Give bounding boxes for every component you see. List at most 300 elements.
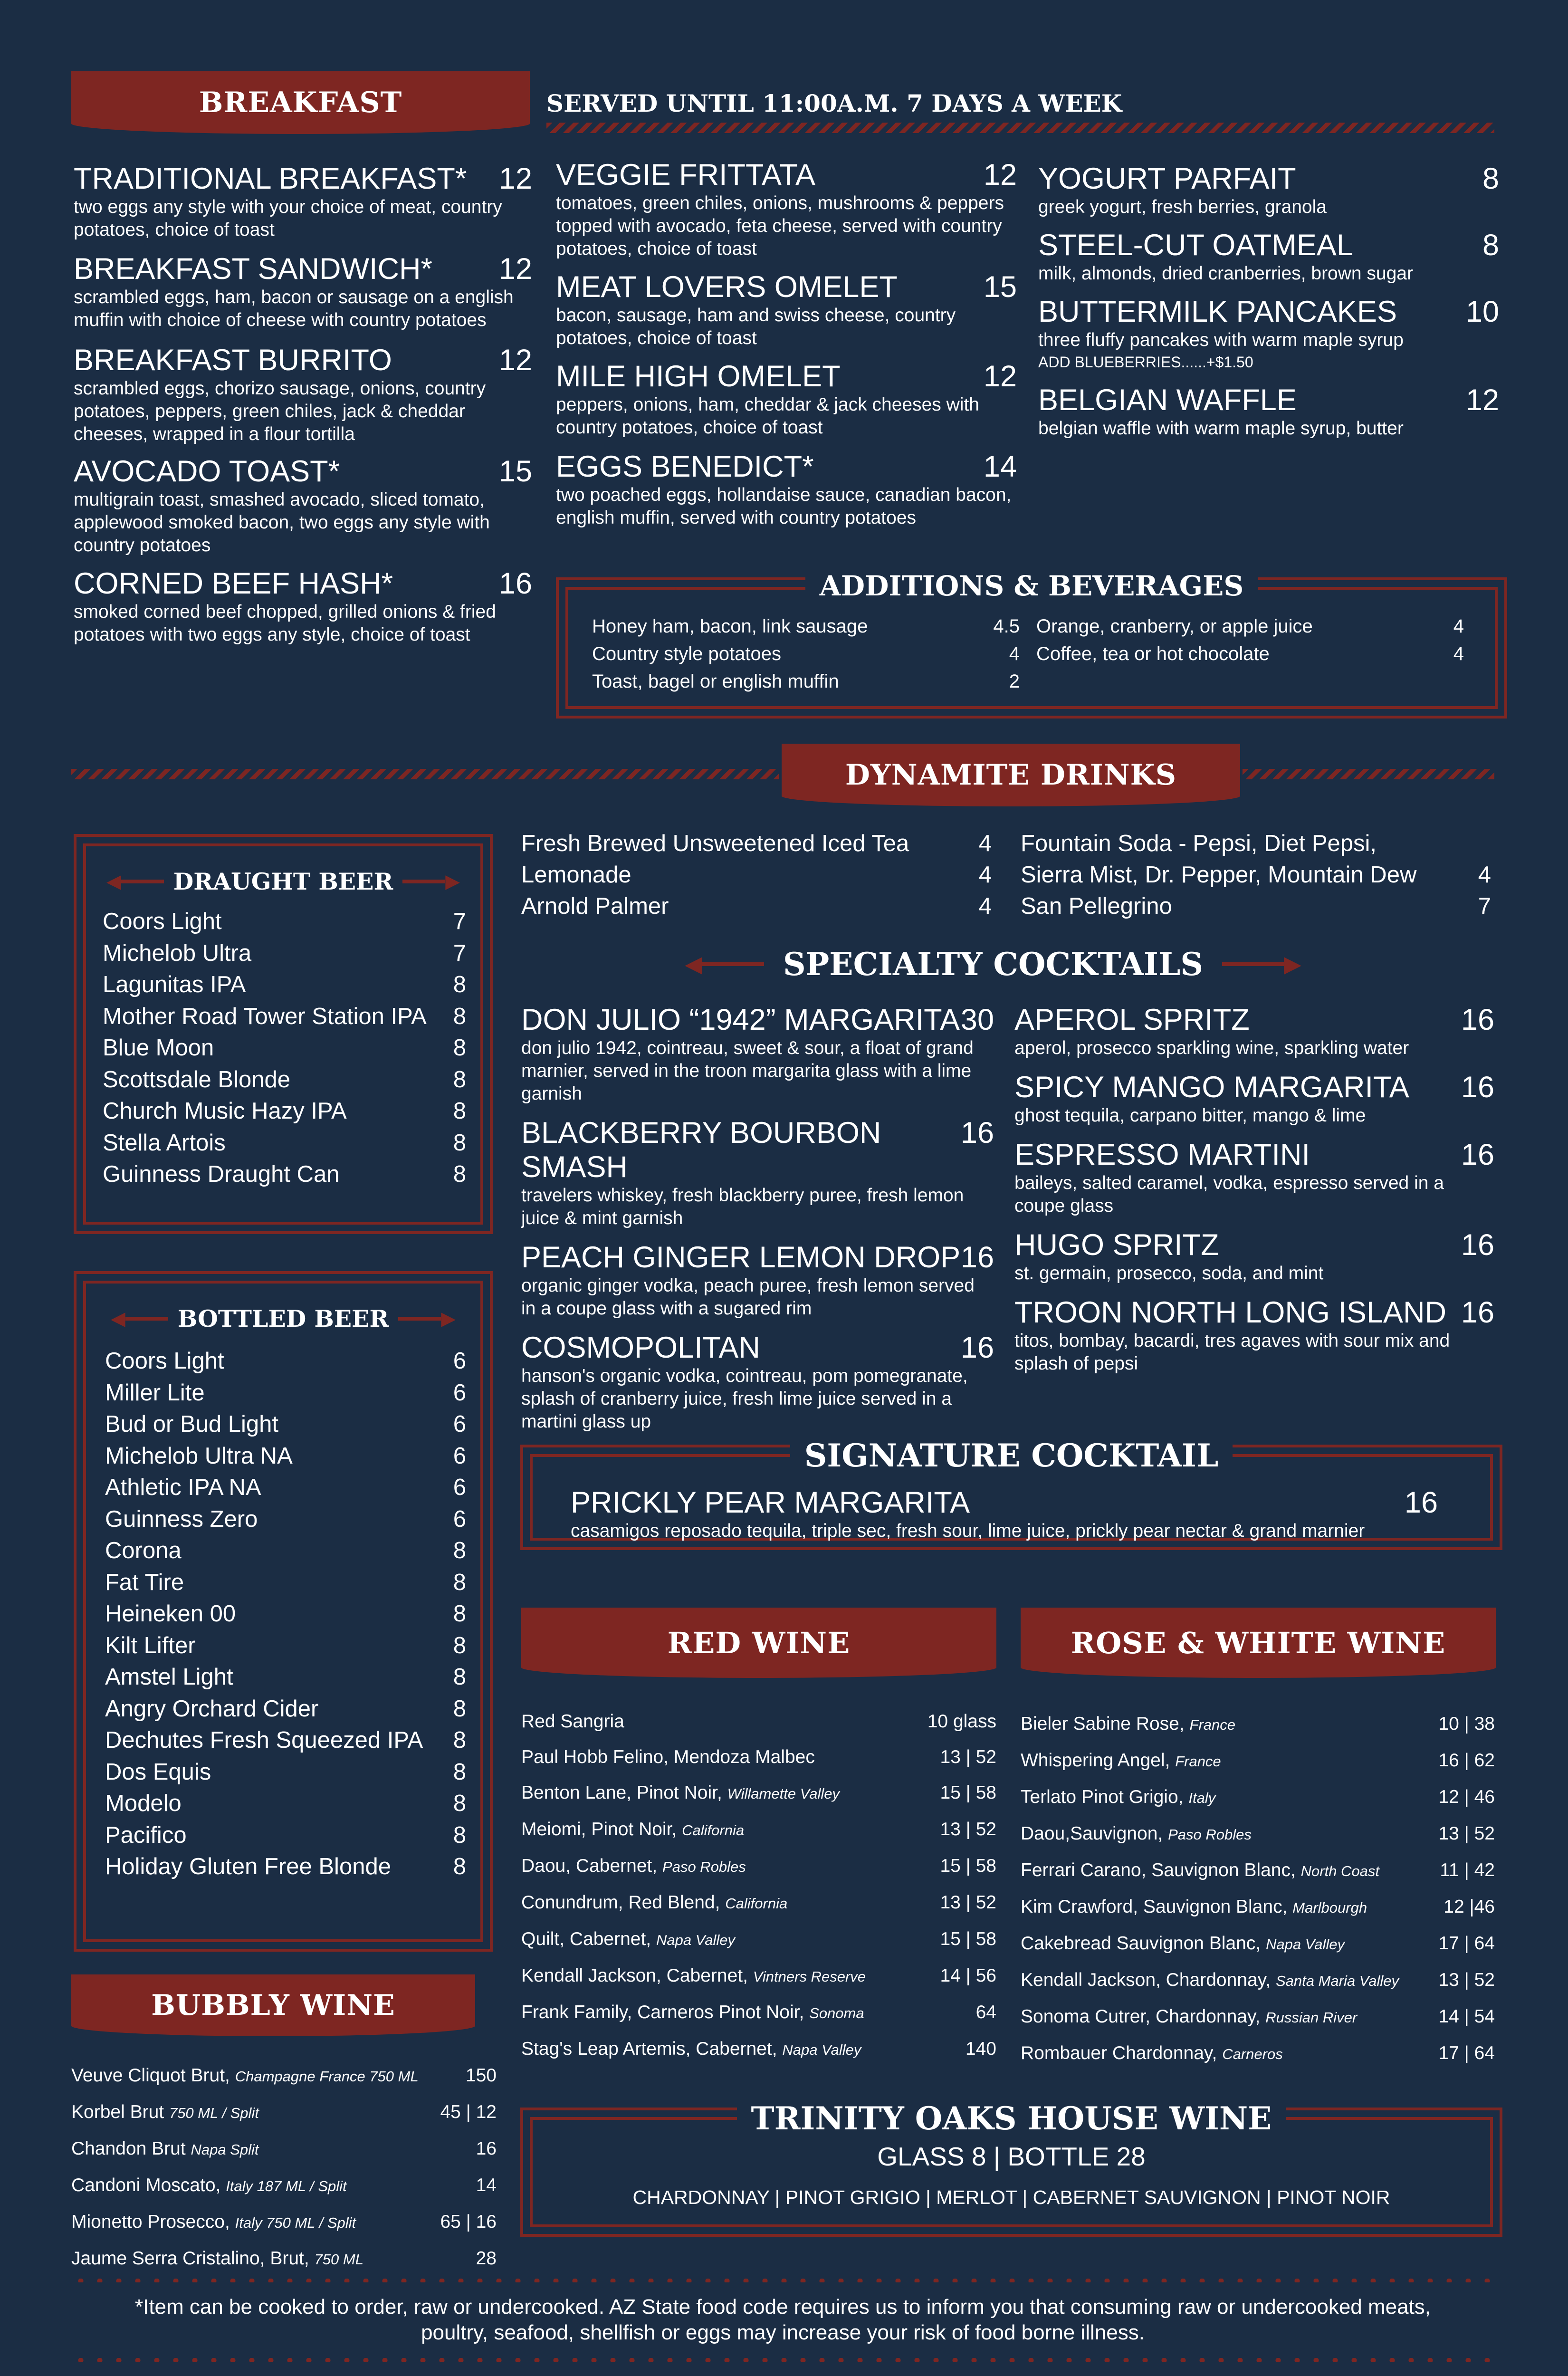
price-row-name: Bud or Bud Light (105, 1411, 279, 1437)
wine-region: Sonoma (809, 2005, 864, 2022)
wine-price: 64 (975, 2002, 996, 2022)
wine-name-group (71, 2241, 363, 2277)
cocktail-name-row (1014, 1295, 1494, 1330)
cocktail-name: SPICY MANGO MARGARITA (1014, 1071, 1409, 1104)
red-wine-title (521, 1608, 996, 1678)
wine-price: 13 | 52 (1438, 1823, 1495, 1844)
price-row (105, 1535, 466, 1567)
wine-name-group (521, 2031, 861, 2068)
wine-row (521, 1994, 996, 2031)
price-row-name: Holiday Gluten Free Blonde (105, 1854, 391, 1879)
price-row-price: 6 (453, 1380, 466, 1406)
signature-item (571, 1485, 1438, 1542)
cocktails-right (1014, 1003, 1494, 1386)
price-row (105, 1725, 466, 1756)
price-row (592, 668, 1020, 695)
wine-name: Benton Lane, Pinot Noir, (521, 1782, 722, 1803)
wine-row (71, 2131, 497, 2167)
cocktail-price: 16 (960, 1116, 994, 1150)
house-wine-varietals: CHARDONNAY | PINOT GRIGIO | MERLOT | CABERNET SAUVIGNON | PINOT NOIR (632, 2186, 1390, 2208)
price-row-price: 8 (453, 1066, 466, 1092)
wine-row (1021, 1926, 1495, 1962)
cocktails-left (521, 1003, 994, 1444)
wine-region: Carneros (1222, 2046, 1283, 2062)
drinks-hatch-left (71, 769, 779, 779)
drinks-title-text: DYNAMITE DRINKS (845, 758, 1177, 792)
price-row-name: Fresh Brewed Unsweetened Iced Tea (521, 831, 909, 856)
soft-drink-price: 4 (1478, 862, 1491, 888)
price-row (103, 1001, 466, 1033)
cocktail-item (1014, 1003, 1494, 1060)
wine-name-group (521, 1811, 744, 1848)
price-row-price: 8 (453, 1003, 466, 1029)
price-row-name: Arnold Palmer (521, 893, 669, 919)
price-row-price: 4 (978, 862, 992, 888)
menu-item (556, 270, 1017, 350)
wine-price: 65 | 16 (440, 2212, 497, 2232)
cocktail-name: COSMOPOLITAN (521, 1331, 760, 1364)
menu-item-name: MEAT LOVERS OMELET (556, 270, 898, 304)
wine-name-group (71, 2131, 259, 2167)
wine-price: 13 | 52 (940, 1892, 996, 1913)
additions-title-wrap (568, 570, 1495, 602)
wine-name: Conundrum, Red Blend, (521, 1892, 720, 1913)
wine-name: Quilt, Cabernet, (521, 1929, 651, 1949)
price-row-price: 4.5 (993, 616, 1020, 637)
price-row-price: 8 (453, 1538, 466, 1563)
wine-row (521, 2031, 996, 2068)
menu-item-name: CORNED BEEF HASH* (74, 567, 393, 600)
cocktail-price: 16 (960, 1331, 994, 1364)
wine-row (521, 1885, 996, 1921)
breakfast-title (71, 71, 530, 134)
wine-row (1021, 1962, 1495, 1999)
price-row (105, 1567, 466, 1599)
menu-item-name-row (556, 158, 1017, 192)
drinks-hatch-right (1243, 769, 1494, 779)
draught-beer-box (83, 843, 483, 1225)
menu-item-name: MILE HIGH OMELET (556, 360, 841, 393)
signature-price: 16 (1404, 1486, 1438, 1519)
cocktails-header (603, 946, 1383, 983)
price-row-price: 8 (453, 1854, 466, 1879)
cocktail-name: HUGO SPRITZ (1014, 1228, 1219, 1262)
wine-price: 45 | 12 (440, 2102, 497, 2122)
menu-item-name-row (74, 454, 532, 489)
ribbon-arrow-right-icon: ▶ (441, 1308, 456, 1329)
wine-region: 750 ML / Split (169, 2105, 259, 2121)
wine-name: Veuve Cliquot Brut, (71, 2065, 230, 2086)
soft-drinks-right (1021, 828, 1491, 922)
breakfast-hatch-divider (546, 123, 1494, 133)
wine-name-group (521, 1994, 864, 2031)
price-row-price: 8 (453, 1664, 466, 1690)
cocktail-name-row (521, 1116, 994, 1184)
signature-box (530, 1437, 1493, 1541)
price-row-name: Mother Road Tower Station IPA (103, 1003, 427, 1029)
wine-name-group (1021, 1852, 1379, 1889)
additions-box (565, 570, 1498, 709)
price-row (105, 1472, 466, 1504)
wine-row (1021, 1852, 1495, 1889)
breakfast-column-1 (74, 162, 532, 656)
additions-title: ADDITIONS & BEVERAGES (805, 570, 1258, 602)
price-row (103, 1032, 466, 1064)
menu-item-name: EGGS BENEDICT* (556, 450, 814, 483)
price-row-price: 4 (1009, 643, 1020, 664)
wine-row (71, 2204, 497, 2241)
menu-item-desc: tomatoes, green chiles, onions, mushrooms & peppers topped with avocado, feta cheese, served with country potatoes, choice of toast (556, 193, 1004, 259)
price-row (105, 1377, 466, 1409)
wine-region: France (1175, 1753, 1221, 1770)
wine-row (71, 2241, 497, 2277)
cocktail-item (521, 1116, 994, 1230)
wine-row (1021, 1889, 1495, 1926)
menu-item-price: 15 (983, 270, 1017, 304)
price-row (105, 1788, 466, 1820)
wine-region: Santa Maria Valley (1275, 1973, 1399, 1989)
menu-item-price: 12 (498, 344, 532, 377)
price-row-name: Stella Artois (103, 1130, 226, 1156)
drinks-title (782, 744, 1240, 806)
soft-drink-name: Fountain Soda - Pepsi, Diet Pepsi, (1021, 831, 1377, 856)
price-row-price: 8 (453, 1035, 466, 1061)
white-wine-list (1021, 1706, 1495, 2072)
price-row (521, 891, 992, 922)
wine-name: Red Sangria (521, 1711, 624, 1732)
cocktail-desc: aperol, prosecco sparkling wine, sparkling water (1014, 1038, 1409, 1058)
soft-drink-row (1021, 828, 1491, 859)
price-row-price: 8 (453, 1632, 466, 1658)
wine-name-group (71, 2167, 347, 2204)
ribbon-arrow-left-icon: ◀ (111, 1308, 125, 1329)
cocktail-name: TROON NORTH LONG ISLAND (1014, 1296, 1446, 1329)
wine-name-group (1021, 1926, 1345, 1962)
menu-item-price: 10 (1465, 295, 1499, 328)
red-wine-title-text: RED WINE (667, 1625, 851, 1660)
cocktail-price: 16 (1461, 1228, 1494, 1262)
wine-region: Napa Split (191, 2141, 259, 2158)
menu-item-price: 12 (983, 158, 1017, 192)
soft-drink-price: 7 (1478, 893, 1491, 919)
cocktail-name: ESPRESSO MARTINI (1014, 1138, 1310, 1171)
bottled-title: BOTTLED BEER (177, 1305, 389, 1332)
wine-name-group (521, 1958, 866, 1994)
wine-row (1021, 1779, 1495, 1816)
wine-name-group (1021, 1962, 1399, 1999)
price-row-name: Corona (105, 1538, 182, 1563)
cocktail-name-row (1014, 1070, 1494, 1104)
price-row (105, 1440, 466, 1472)
wine-price: 16 (476, 2138, 497, 2159)
menu-item-name: BUTTERMILK PANCAKES (1038, 295, 1397, 328)
price-row-name: Lagunitas IPA (103, 972, 246, 997)
wine-row (71, 2058, 497, 2094)
menu-item-name-row (1038, 295, 1499, 329)
footer-dots-bottom (71, 2358, 1494, 2362)
menu-item (556, 450, 1017, 529)
wine-name-group (1021, 1816, 1252, 1852)
menu-item (556, 359, 1017, 439)
cocktail-desc: st. germain, prosecco, soda, and mint (1014, 1263, 1324, 1284)
wine-price: 28 (476, 2248, 497, 2269)
bubbly-list (71, 2058, 497, 2277)
wine-price: 15 | 58 (940, 1929, 996, 1949)
white-wine-title (1021, 1608, 1496, 1678)
soft-drinks-left (521, 828, 992, 922)
wine-name: Korbel Brut (71, 2102, 164, 2122)
menu-item (74, 252, 532, 332)
ribbon-arrow-left-icon: ◀ (685, 952, 702, 977)
wine-price: 13 | 52 (940, 1747, 996, 1767)
price-row-name: Fat Tire (105, 1569, 184, 1595)
breakfast-title-text: BREAKFAST (199, 86, 402, 119)
cocktail-price: 16 (960, 1241, 994, 1274)
price-row-price: 7 (453, 909, 466, 934)
wine-region: Marlbourgh (1292, 1899, 1367, 1916)
cocktail-item (521, 1003, 994, 1105)
price-row (592, 640, 1020, 668)
price-row (105, 1345, 466, 1377)
menu-item-desc: scrambled eggs, ham, bacon or sausage on a english muffin with choice of cheese with country potatoes (74, 287, 514, 330)
price-row (105, 1408, 466, 1440)
menu-item (74, 162, 532, 241)
price-row-price: 4 (1453, 616, 1464, 637)
price-row-name: Michelob Ultra NA (105, 1443, 293, 1469)
additions-right (1036, 613, 1464, 668)
wine-name: Terlato Pinot Grigio, (1021, 1787, 1184, 1807)
menu-item-desc: greek yogurt, fresh berries, granola (1038, 197, 1327, 217)
cocktail-desc: don julio 1942, cointreau, sweet & sour, a float of grand marnier, served in the troon margarita glass with a lime garnish (521, 1038, 974, 1104)
price-row-price: 4 (1453, 643, 1464, 664)
wine-region: Russian River (1265, 2009, 1358, 2026)
price-row-price: 6 (453, 1411, 466, 1437)
draught-header (100, 868, 466, 895)
wine-name: Paul Hobb Felino, Mendoza Malbec (521, 1747, 815, 1767)
wine-price: 10 | 38 (1438, 1714, 1495, 1734)
wine-row (1021, 1706, 1495, 1743)
wine-name-group (1021, 2035, 1283, 2072)
bubbly-title-text: BUBBLY WINE (151, 1989, 395, 2022)
menu-item-desc: peppers, onions, ham, cheddar & jack cheeses with country potatoes, choice of toast (556, 394, 980, 438)
wine-name-group (521, 1775, 840, 1811)
price-row (103, 1159, 466, 1190)
price-row-name: Blue Moon (103, 1035, 214, 1061)
wine-name: Mionetto Prosecco, (71, 2212, 230, 2232)
soft-drink-row (1021, 891, 1491, 922)
wine-price: 140 (965, 2039, 996, 2059)
wine-price: 12 | 46 (1438, 1787, 1495, 1807)
wine-row (521, 1739, 996, 1775)
wine-name: Whispering Angel, (1021, 1750, 1170, 1771)
red-wine-list (521, 1704, 996, 2068)
ribbon-arrow-right-icon: ▶ (1284, 952, 1301, 977)
price-row-name: Modelo (105, 1791, 182, 1816)
wine-region: Napa Valley (1266, 1936, 1345, 1953)
price-row-name: Angry Orchard Cider (105, 1696, 319, 1722)
wine-name-group (1021, 1779, 1215, 1816)
price-row-name: Orange, cranberry, or apple juice (1036, 616, 1313, 637)
wine-price: 150 (465, 2065, 497, 2086)
wine-region: Paso Robles (1168, 1826, 1252, 1843)
menu-item-desc: multigrain toast, smashed avocado, sliced tomato, applewood smoked bacon, two eggs any style with country potatoes (74, 489, 490, 556)
price-row (105, 1630, 466, 1662)
menu-item-desc: two eggs any style with your choice of meat, country potatoes, choice of toast (74, 197, 502, 240)
wine-name: Sonoma Cutrer, Chardonnay, (1021, 2006, 1261, 2027)
price-row-price: 6 (453, 1348, 466, 1374)
cocktail-name-row (1014, 1138, 1494, 1172)
ribbon-arrow-left-icon: ◀ (106, 871, 121, 892)
menu-item-price: 8 (1482, 162, 1499, 195)
menu-item-name-row (74, 162, 532, 196)
wine-row (521, 1704, 996, 1739)
cocktail-price: 16 (1461, 1138, 1494, 1171)
price-row-name: Michelob Ultra (103, 940, 252, 966)
price-row-price: 8 (453, 1601, 466, 1627)
wine-region: Vintners Reserve (753, 1968, 866, 1985)
wine-price: 13 | 52 (1438, 1970, 1495, 1990)
wine-name: Kendall Jackson, Cabernet, (521, 1965, 748, 1986)
wine-name-group (521, 1739, 815, 1775)
menu-item-desc: belgian waffle with warm maple syrup, butter (1038, 418, 1404, 439)
price-row-name: Guinness Draught Can (103, 1161, 340, 1187)
price-row-name: Coors Light (103, 909, 222, 934)
price-row-name: Heineken 00 (105, 1601, 236, 1627)
draught-list (103, 906, 466, 1190)
wine-name-group (521, 1704, 624, 1739)
bubbly-title (71, 1974, 475, 2036)
wine-region: 750 ML (314, 2251, 363, 2268)
cocktail-price: 30 (960, 1003, 994, 1036)
wine-price: 17 | 64 (1438, 1933, 1495, 1954)
wine-name-group (71, 2094, 259, 2131)
price-row-price: 8 (453, 1130, 466, 1156)
menu-item-price: 15 (498, 455, 532, 488)
menu-item-price: 16 (498, 567, 532, 600)
wine-price: 16 | 62 (1438, 1750, 1495, 1771)
cocktail-item (1014, 1295, 1494, 1375)
cocktail-desc: hanson's organic vodka, cointreau, pom pomegranate, splash of cranberry juice, fresh lime juice served in a martini glass up (521, 1366, 968, 1432)
wine-price: 14 (476, 2175, 497, 2195)
price-row-price: 4 (978, 831, 992, 856)
price-row-price: 8 (453, 1727, 466, 1753)
cocktail-name-row (521, 1331, 994, 1365)
price-row (103, 938, 466, 969)
footer-line-2: poultry, seafood, shellfish or eggs may increase your risk of food borne illness. (421, 2321, 1145, 2344)
wine-row (1021, 2035, 1495, 2072)
cocktail-price: 16 (1461, 1071, 1494, 1104)
soft-drink-row (1021, 859, 1491, 891)
price-row-price: 8 (453, 1696, 466, 1722)
price-row (105, 1820, 466, 1851)
wine-name: Stag's Leap Artemis, Cabernet, (521, 2039, 777, 2059)
wine-name-group (1021, 1889, 1367, 1926)
price-row-name: Dos Equis (105, 1759, 211, 1785)
wine-price: 10 glass (927, 1711, 996, 1732)
menu-item-price: 12 (983, 360, 1017, 393)
price-row-price: 8 (453, 1759, 466, 1785)
price-row (1036, 640, 1464, 668)
price-row-name: Coors Light (105, 1348, 224, 1374)
wine-region: California (725, 1895, 788, 1912)
wine-price: 12 |46 (1444, 1897, 1495, 1917)
house-wine-price: GLASS 8 | BOTTLE 28 (877, 2142, 1146, 2171)
wine-name: Cakebread Sauvignon Blanc, (1021, 1933, 1261, 1954)
wine-row (521, 1811, 996, 1848)
cocktail-item (521, 1331, 994, 1433)
cocktails-title: SPECIALTY COCKTAILS (783, 946, 1203, 983)
wine-name: Rombauer Chardonnay, (1021, 2043, 1217, 2063)
menu-item-name-row (556, 450, 1017, 484)
wine-region: Italy 187 ML / Split (226, 2178, 347, 2194)
price-row (521, 859, 992, 891)
footer-line-1: *Item can be cooked to order, raw or undercooked. AZ State food code requires us to inform you that consuming raw or undercooked meats, (134, 2295, 1431, 2319)
cocktail-name: DON JULIO “1942” MARGARITA (521, 1003, 960, 1036)
price-row-name: Country style potatoes (592, 643, 781, 664)
signature-name-row (571, 1485, 1438, 1520)
price-row-price: 6 (453, 1506, 466, 1532)
menu-item-name: STEEL-CUT OATMEAL (1038, 229, 1353, 262)
price-row-name: Kilt Lifter (105, 1632, 196, 1658)
breakfast-column-3 (1038, 162, 1499, 450)
soft-drink-name: Sierra Mist, Dr. Pepper, Mountain Dew (1021, 862, 1417, 888)
wine-name: Daou,Sauvignon, (1021, 1823, 1163, 1844)
signature-desc: casamigos reposado tequila, triple sec, fresh sour, lime juice, prickly pear nectar & grand marnier (571, 1521, 1365, 1541)
wine-region: France (1189, 1716, 1236, 1733)
menu-item-desc: bacon, sausage, ham and swiss cheese, country potatoes, choice of toast (556, 305, 956, 348)
menu-item-name: BREAKFAST SANDWICH* (74, 252, 432, 286)
wine-name: Ferrari Carano, Sauvignon Blanc, (1021, 1860, 1296, 1880)
price-row (103, 1095, 466, 1127)
bottled-beer-box (83, 1281, 483, 1942)
house-wine-title-wrap (533, 2100, 1490, 2137)
wine-name: Kendall Jackson, Chardonnay, (1021, 1970, 1271, 1990)
ribbon-line (402, 880, 445, 883)
price-row-name: Church Music Hazy IPA (103, 1098, 347, 1124)
price-row (105, 1693, 466, 1725)
cocktail-price: 16 (1461, 1296, 1494, 1329)
wine-name: Daou, Cabernet, (521, 1856, 658, 1876)
price-row-name: Coffee, tea or hot chocolate (1036, 643, 1270, 664)
menu-item-desc: two poached eggs, hollandaise sauce, canadian bacon, english muffin, served with country potatoes (556, 485, 1012, 528)
price-row (105, 1851, 466, 1883)
wine-region: Napa Valley (782, 2041, 861, 2058)
price-row-price: 4 (978, 893, 992, 919)
wine-name: Kim Crawford, Sauvignon Blanc, (1021, 1897, 1288, 1917)
wine-name: Jaume Serra Cristalino, Brut, (71, 2248, 309, 2269)
wine-name: Bieler Sabine Rose, (1021, 1714, 1185, 1734)
wine-name-group (1021, 1706, 1235, 1743)
price-row (105, 1598, 466, 1630)
ribbon-line (398, 1317, 441, 1321)
cocktail-desc: travelers whiskey, fresh blackberry puree, fresh lemon juice & mint garnish (521, 1185, 964, 1228)
price-row-price: 2 (1009, 671, 1020, 692)
bottled-list (105, 1345, 466, 1883)
footer-notice (71, 2294, 1494, 2346)
wine-row (521, 1848, 996, 1885)
price-row (103, 906, 466, 938)
cocktail-name: PEACH GINGER LEMON DROP (521, 1241, 961, 1274)
wine-region: Italy 750 ML / Split (235, 2214, 356, 2231)
draught-title: DRAUGHT BEER (173, 868, 393, 895)
price-row (1036, 613, 1464, 640)
wine-name: Meiomi, Pinot Noir, (521, 1819, 677, 1839)
wine-row (1021, 1999, 1495, 2035)
price-row (103, 969, 466, 1001)
ribbon-arrow-right-icon: ▶ (445, 871, 460, 892)
price-row-price: 8 (453, 1569, 466, 1595)
wine-region: Napa Valley (656, 1932, 735, 1948)
